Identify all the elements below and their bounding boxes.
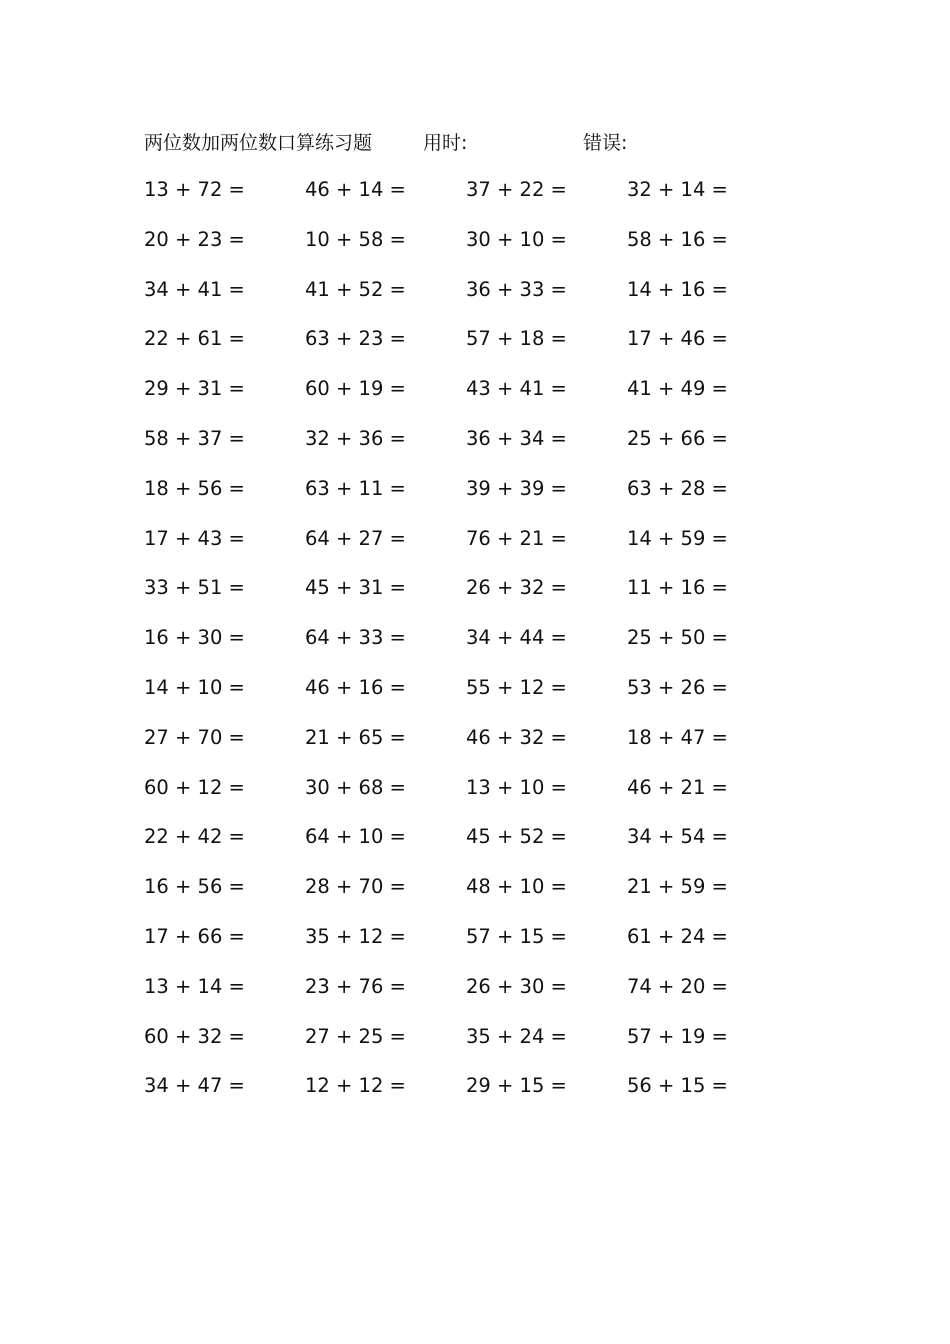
- problem-item: 57 + 15 =: [466, 924, 567, 948]
- problem-item: 45 + 31 =: [305, 576, 406, 600]
- problem-item: 35 + 24 =: [466, 1024, 567, 1048]
- worksheet-header: [144, 128, 844, 158]
- problem-item: 63 + 23 =: [305, 327, 406, 351]
- problem-item: 64 + 10 =: [305, 825, 406, 849]
- problem-item: 21 + 59 =: [627, 875, 728, 899]
- problem-item: 45 + 52 =: [466, 825, 567, 849]
- error-label: 错误:: [583, 132, 628, 154]
- problem-item: 18 + 47 =: [627, 725, 728, 749]
- problem-item: 30 + 68 =: [305, 775, 406, 799]
- problem-item: 25 + 50 =: [627, 626, 728, 650]
- problem-item: 32 + 14 =: [627, 178, 728, 201]
- problem-item: 25 + 66 =: [627, 426, 728, 450]
- problem-item: 14 + 10 =: [144, 675, 245, 699]
- problem-item: 13 + 72 =: [144, 178, 245, 201]
- problem-item: 58 + 16 =: [627, 227, 728, 251]
- problem-item: 48 + 10 =: [466, 875, 567, 899]
- problem-item: 34 + 44 =: [466, 626, 567, 650]
- problem-item: 14 + 59 =: [627, 526, 728, 550]
- problem-item: 26 + 32 =: [466, 576, 567, 600]
- problem-item: 17 + 43 =: [144, 526, 245, 550]
- problem-item: 41 + 49 =: [627, 377, 728, 401]
- problem-item: 35 + 12 =: [305, 924, 406, 948]
- problem-grid: [144, 176, 844, 1122]
- problem-item: 36 + 33 =: [466, 277, 567, 301]
- time-label: 用时:: [423, 132, 468, 154]
- problem-item: 39 + 39 =: [466, 476, 567, 500]
- problem-item: 28 + 70 =: [305, 875, 406, 899]
- problem-item: 61 + 24 =: [627, 924, 728, 948]
- problem-item: 76 + 21 =: [466, 526, 567, 550]
- problem-item: 17 + 66 =: [144, 924, 245, 948]
- problem-item: 16 + 56 =: [144, 875, 245, 899]
- problem-item: 14 + 16 =: [627, 277, 728, 301]
- problem-item: 16 + 30 =: [144, 626, 245, 650]
- problem-item: 34 + 54 =: [627, 825, 728, 849]
- problem-item: 23 + 76 =: [305, 974, 406, 998]
- problem-item: 37 + 22 =: [466, 178, 567, 201]
- problem-item: 46 + 16 =: [305, 675, 406, 699]
- problem-item: 12 + 12 =: [305, 1074, 406, 1098]
- problem-item: 29 + 15 =: [466, 1074, 567, 1098]
- problem-item: 46 + 32 =: [466, 725, 567, 749]
- problem-item: 58 + 37 =: [144, 426, 245, 450]
- problem-item: 64 + 27 =: [305, 526, 406, 550]
- problem-item: 13 + 14 =: [144, 974, 245, 998]
- problem-item: 30 + 10 =: [466, 227, 567, 251]
- problem-item: 21 + 65 =: [305, 725, 406, 749]
- problem-item: 11 + 16 =: [627, 576, 728, 600]
- problem-item: 56 + 15 =: [627, 1074, 728, 1098]
- problem-item: 63 + 28 =: [627, 476, 728, 500]
- problem-item: 27 + 70 =: [144, 725, 245, 749]
- problem-item: 60 + 32 =: [144, 1024, 245, 1048]
- problem-item: 34 + 47 =: [144, 1074, 245, 1098]
- problem-item: 46 + 14 =: [305, 178, 406, 201]
- problem-item: 41 + 52 =: [305, 277, 406, 301]
- problem-item: 10 + 58 =: [305, 227, 406, 251]
- worksheet-title: 两位数加两位数口算练习题: [144, 132, 373, 154]
- problem-item: 57 + 18 =: [466, 327, 567, 351]
- problem-item: 43 + 41 =: [466, 377, 567, 401]
- problem-item: 20 + 23 =: [144, 227, 245, 251]
- problem-item: 22 + 42 =: [144, 825, 245, 849]
- problem-item: 74 + 20 =: [627, 974, 728, 998]
- problem-item: 57 + 19 =: [627, 1024, 728, 1048]
- problem-item: 60 + 19 =: [305, 377, 406, 401]
- problem-item: 18 + 56 =: [144, 476, 245, 500]
- problem-item: 22 + 61 =: [144, 327, 245, 351]
- problem-item: 29 + 31 =: [144, 377, 245, 401]
- problem-item: 32 + 36 =: [305, 426, 406, 450]
- problem-item: 46 + 21 =: [627, 775, 728, 799]
- problem-item: 55 + 12 =: [466, 675, 567, 699]
- problem-item: 27 + 25 =: [305, 1024, 406, 1048]
- problem-item: 17 + 46 =: [627, 327, 728, 351]
- problem-item: 33 + 51 =: [144, 576, 245, 600]
- problem-item: 34 + 41 =: [144, 277, 245, 301]
- problem-item: 13 + 10 =: [466, 775, 567, 799]
- problem-item: 60 + 12 =: [144, 775, 245, 799]
- problem-item: 53 + 26 =: [627, 675, 728, 699]
- problem-item: 64 + 33 =: [305, 626, 406, 650]
- problem-item: 36 + 34 =: [466, 426, 567, 450]
- problem-item: 26 + 30 =: [466, 974, 567, 998]
- problem-item: 63 + 11 =: [305, 476, 406, 500]
